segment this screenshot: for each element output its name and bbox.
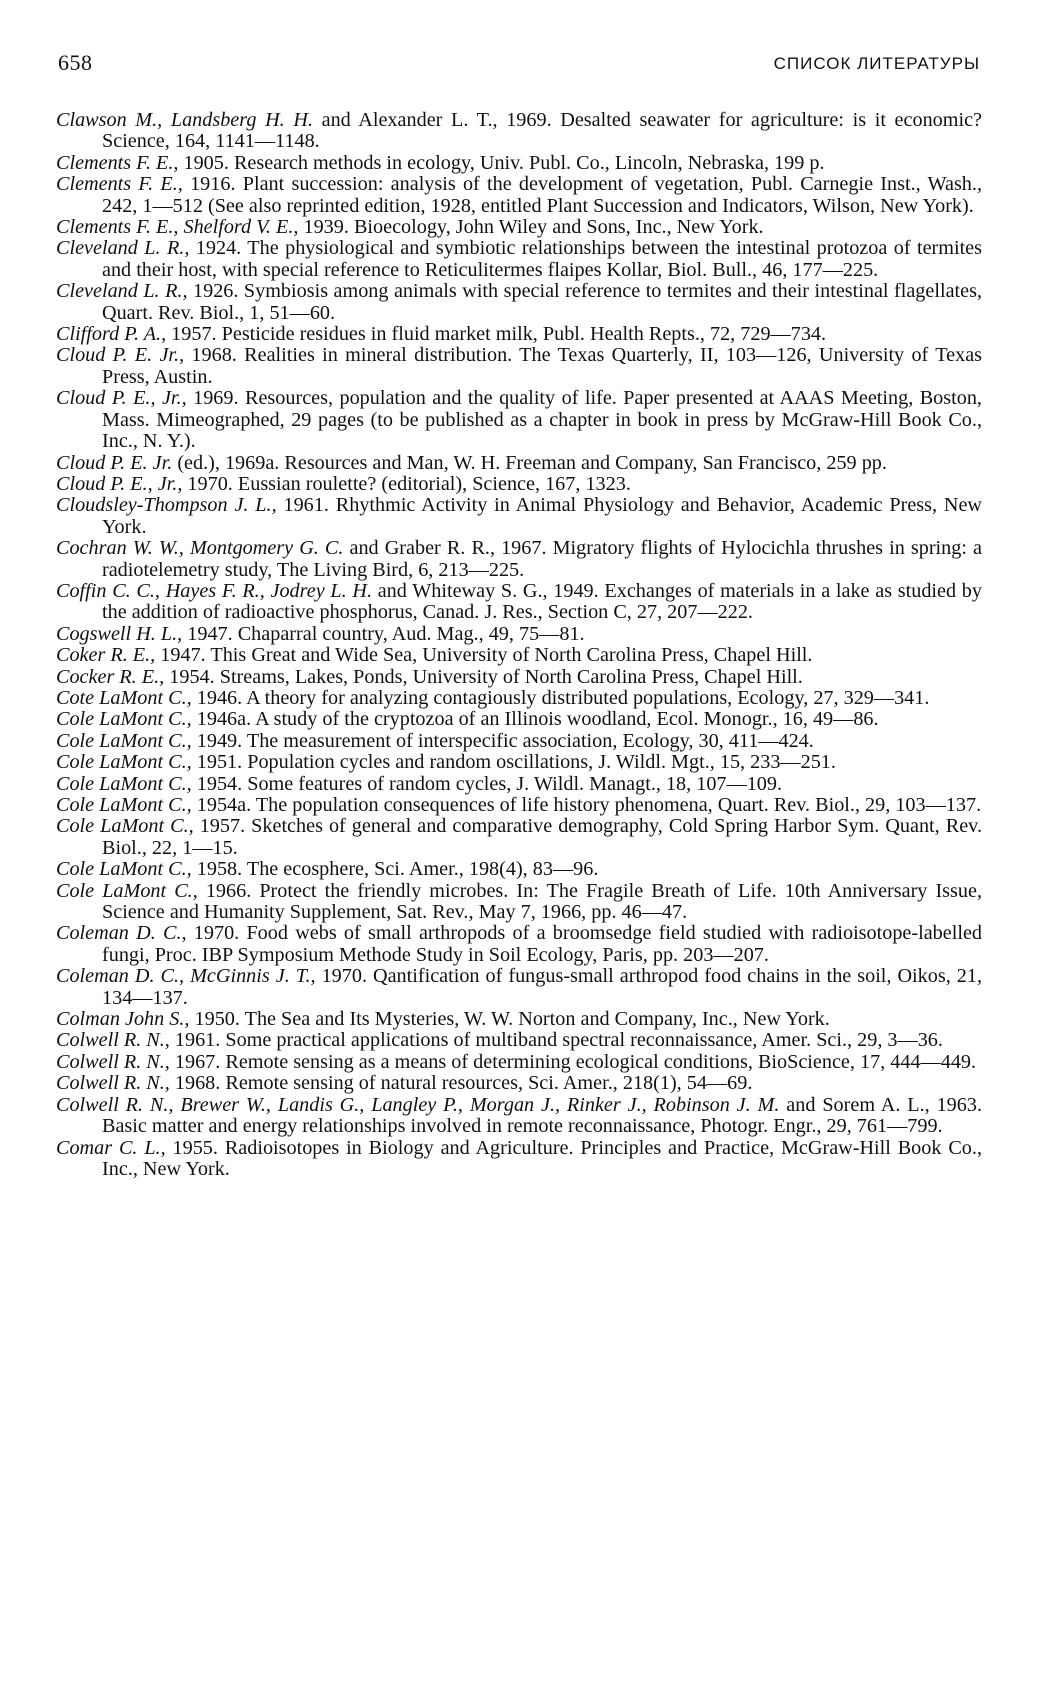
reference-entry bbox=[56, 153, 982, 174]
reference-authors: Clements F. E., Shelford V. E., bbox=[56, 216, 299, 239]
reference-text: 1946. A theory for analyzing contagiously distributed populations, Ecology, 27, 329—341. bbox=[191, 686, 930, 709]
reference-authors: Cochran W. W., Montgomery G. C. bbox=[56, 537, 344, 560]
reference-entry bbox=[56, 859, 982, 880]
reference-entry bbox=[56, 624, 982, 645]
reference-authors: Coffin C. C., Hayes F. R., Jodrey L. H. bbox=[56, 579, 372, 602]
reference-text: 1939. Bioecology, John Wiley and Sons, Inc., New York. bbox=[298, 216, 764, 239]
reference-text: 1905. Research methods in ecology, Univ. Publ. Co., Lincoln, Nebraska, 199 p. bbox=[178, 151, 825, 174]
reference-entry bbox=[56, 324, 982, 345]
reference-text: 1961. Rhythmic Activity in Animal Physiology and Behavior, Academic Press, New York. bbox=[102, 494, 983, 538]
reference-authors: Comar C. L., bbox=[56, 1136, 166, 1159]
reference-text: 1955. Radioisotopes in Biology and Agriculture. Principles and Practice, McGraw-Hill Book Co., Inc., New York. bbox=[102, 1136, 982, 1180]
reference-entry bbox=[56, 688, 982, 709]
reference-authors: Colwell R. N., bbox=[56, 1050, 170, 1073]
reference-text: 1968. Remote sensing of natural resources, Sci. Amer., 218(1), 54—69. bbox=[169, 1072, 753, 1095]
reference-entry bbox=[56, 816, 982, 859]
reference-authors: Cleveland L. R., bbox=[56, 237, 190, 260]
reference-text: 1947. This Great and Wide Sea, University of North Carolina Press, Chapel Hill. bbox=[155, 644, 813, 667]
reference-entry bbox=[56, 709, 982, 730]
reference-entry bbox=[56, 495, 982, 538]
reference-entry bbox=[56, 1138, 982, 1181]
reference-entry bbox=[56, 217, 982, 238]
reference-authors: Colwell R. N., Brewer W., Landis G., Langley P., Morgan J., Rinker J., Robinson J. M. bbox=[56, 1093, 780, 1116]
reference-authors: Clements F. E., bbox=[56, 151, 179, 174]
reference-authors: Cloud P. E., Jr., bbox=[56, 472, 183, 495]
reference-text: and Graber R. R., 1967. Migratory flights of Hylocichla thrushes in spring: a radiotelemetry study, The Living Bird, 6, 213—225. bbox=[102, 537, 982, 581]
reference-text: 1916. Plant succession: analysis of the development of vegetation, Publ. Carnegie Inst., Wash., 242, 1—512 (See also reprinted edition, 1928, entitled Plant Succession and Indicators, Wilson, New York). bbox=[102, 173, 982, 217]
reference-text: 1957. Pesticide residues in fluid market milk, Publ. Health Repts., 72, 729—734. bbox=[166, 323, 827, 346]
reference-entry bbox=[56, 795, 982, 816]
reference-authors: Coleman D. C., bbox=[56, 922, 187, 945]
reference-entry bbox=[56, 966, 982, 1009]
reference-entry bbox=[56, 1052, 982, 1073]
reference-entry bbox=[56, 881, 982, 924]
reference-entry bbox=[56, 1009, 982, 1030]
reference-text: (ed.), 1969a. Resources and Man, W. H. Freeman and Company, San Francisco, 259 pp. bbox=[172, 451, 887, 474]
reference-entry bbox=[56, 281, 982, 324]
reference-text: 1926. Symbiosis among animals with special reference to termites and their intestinal flagellates, Quart. Rev. Biol., 1, 51—60. bbox=[102, 280, 982, 324]
reference-entry bbox=[56, 1095, 982, 1138]
reference-entry bbox=[56, 110, 982, 153]
reference-entry bbox=[56, 345, 982, 388]
reference-authors: Colman John S., bbox=[56, 1008, 190, 1031]
reference-text: and Whiteway S. G., 1949. Exchanges of materials in a lake as studied by the addition of radioactive phosphorus, Canad. J. Res., Section C, 27, 207—222. bbox=[102, 579, 982, 624]
reference-authors: Cole LaMont C., bbox=[56, 729, 192, 752]
reference-authors: Cote LaMont C., bbox=[56, 686, 192, 709]
reference-entry bbox=[56, 731, 982, 752]
reference-entry bbox=[56, 667, 982, 688]
reference-text: 1961. Some practical applications of multiband spectral reconnaissance, Amer. Sci., 29, 3—36. bbox=[169, 1029, 943, 1052]
reference-authors: Cloud P. E. Jr. bbox=[56, 451, 173, 474]
reference-text: 1970. Food webs of small arthropods of a broomsedge field studied with radioisotope-labelled fungi, Proc. IBP Symposium Methode Study in Soil Ecology, Paris, pp. 203—207. bbox=[102, 922, 983, 966]
page-number: 658 bbox=[58, 50, 93, 75]
reference-text: and Sorem A. L., 1963. Basic matter and energy relationships involved in remote reconnaissance, Photogr. Engr., 29, 761—799. bbox=[102, 1093, 982, 1138]
reference-list bbox=[56, 110, 982, 1180]
reference-text: 1970. Eussian roulette? (editorial), Science, 167, 1323. bbox=[182, 472, 631, 495]
reference-text: 1966. Protect the friendly microbes. In: The Fragile Breath of Life. 10th Anniversary Issue, Science and Humanity Supplement, Sat. Rev., May 7, 1966, pp. 46—47. bbox=[102, 879, 982, 924]
reference-authors: Clements F. E., bbox=[56, 173, 183, 196]
reference-text: 1954. Some features of random cycles, J. Wildl. Managt., 18, 107—109. bbox=[191, 772, 783, 795]
reference-authors: Coker R. E., bbox=[56, 644, 156, 667]
reference-authors: Cole LaMont C., bbox=[56, 794, 192, 816]
reference-authors: Colwell R. N., bbox=[56, 1029, 170, 1052]
reference-authors: Clawson M., Landsberg H. H. bbox=[56, 109, 313, 131]
reference-text: 1951. Population cycles and random oscillations, J. Wildl. Mgt., 15, 233—251. bbox=[191, 751, 836, 774]
reference-text: 1957. Sketches of general and comparative demography, Cold Spring Harbor Sym. Quant, Rev. Biol., 22, 1—15. bbox=[102, 815, 982, 859]
reference-authors: Cloud P. E., Jr., bbox=[56, 387, 187, 410]
reference-text: 1946a. A study of the cryptozoa of an Illinois woodland, Ecol. Monogr., 16, 49—86. bbox=[191, 708, 879, 731]
reference-text: and Alexander L. T., 1969. Desalted seawater for agriculture: is it economic? Science, 164, 1141—1148. bbox=[102, 109, 982, 153]
reference-entry bbox=[56, 581, 982, 624]
reference-text: 1947. Chaparral country, Aud. Mag., 49, 75—81. bbox=[182, 622, 585, 645]
reference-entry bbox=[56, 238, 982, 281]
reference-text: 1954. Streams, Lakes, Ponds, University of North Carolina Press, Chapel Hill. bbox=[164, 665, 803, 688]
reference-entry bbox=[56, 752, 982, 773]
reference-text: 1968. Realities in mineral distribution. The Texas Quarterly, II, 103—126, University of Texas Press, Austin. bbox=[102, 344, 983, 388]
reference-text: 1967. Remote sensing as a means of determining ecological conditions, BioScience, 17, 444—449. bbox=[169, 1050, 977, 1073]
reference-entry bbox=[56, 388, 982, 452]
reference-text: 1949. The measurement of interspecific association, Ecology, 30, 411—424. bbox=[191, 729, 814, 752]
reference-entry bbox=[56, 923, 982, 966]
reference-text: 1924. The physiological and symbiotic relationships between the intestinal protozoa of termites and their host, with special reference to Reticulitermes flaipes Kollar, Biol. Bull., 46, 177—225. bbox=[102, 237, 982, 281]
reference-authors: Cole LaMont C., bbox=[56, 858, 192, 881]
reference-text: 1958. The ecosphere, Sci. Amer., 198(4), 83—96. bbox=[191, 858, 599, 881]
reference-authors: Cole LaMont C., bbox=[56, 879, 198, 902]
reference-entry bbox=[56, 453, 982, 474]
reference-authors: Colwell R. N., bbox=[56, 1072, 170, 1095]
reference-entry bbox=[56, 538, 982, 581]
reference-entry bbox=[56, 1030, 982, 1051]
reference-entry bbox=[56, 174, 982, 217]
reference-authors: Cole LaMont C., bbox=[56, 708, 192, 731]
reference-text: 1950. The Sea and Its Mysteries, W. W. Norton and Company, Inc., New York. bbox=[189, 1008, 830, 1031]
page-header bbox=[58, 50, 980, 80]
reference-text: 1969. Resources, population and the quality of life. Paper presented at AAAS Meeting, Boston, Mass. Mimeographed, 29 pages (to be published as a chapter in book in press by McGraw-Hill Book Co., Inc., N. Y.). bbox=[102, 387, 982, 453]
reference-authors: Clifford P. A., bbox=[56, 323, 167, 346]
reference-entry bbox=[56, 1073, 982, 1094]
reference-authors: Cloudsley-Thompson J. L., bbox=[56, 494, 277, 517]
reference-entry bbox=[56, 774, 982, 795]
reference-entry bbox=[56, 645, 982, 666]
reference-text: 1970. Qantification of fungus-small arthropod food chains in the soil, Oikos, 21, 134—137. bbox=[102, 965, 982, 1009]
reference-authors: Cole LaMont C., bbox=[56, 772, 192, 795]
reference-authors: Cole LaMont C., bbox=[56, 815, 194, 838]
reference-authors: Cole LaMont C., bbox=[56, 751, 192, 774]
running-head: СПИСОК ЛИТЕРАТУРЫ bbox=[773, 54, 980, 73]
reference-authors: Cleveland L. R., bbox=[56, 280, 188, 303]
reference-authors: Cocker R. E., bbox=[56, 665, 165, 688]
reference-authors: Cloud P. E. Jr., bbox=[56, 344, 185, 367]
reference-authors: Coleman D. C., McGinnis J. T., bbox=[56, 965, 316, 988]
reference-text: 1954a. The population consequences of life history phenomena, Quart. Rev. Biol., 29, 103—137. bbox=[191, 794, 982, 816]
reference-authors: Cogswell H. L., bbox=[56, 622, 183, 645]
reference-entry bbox=[56, 474, 982, 495]
